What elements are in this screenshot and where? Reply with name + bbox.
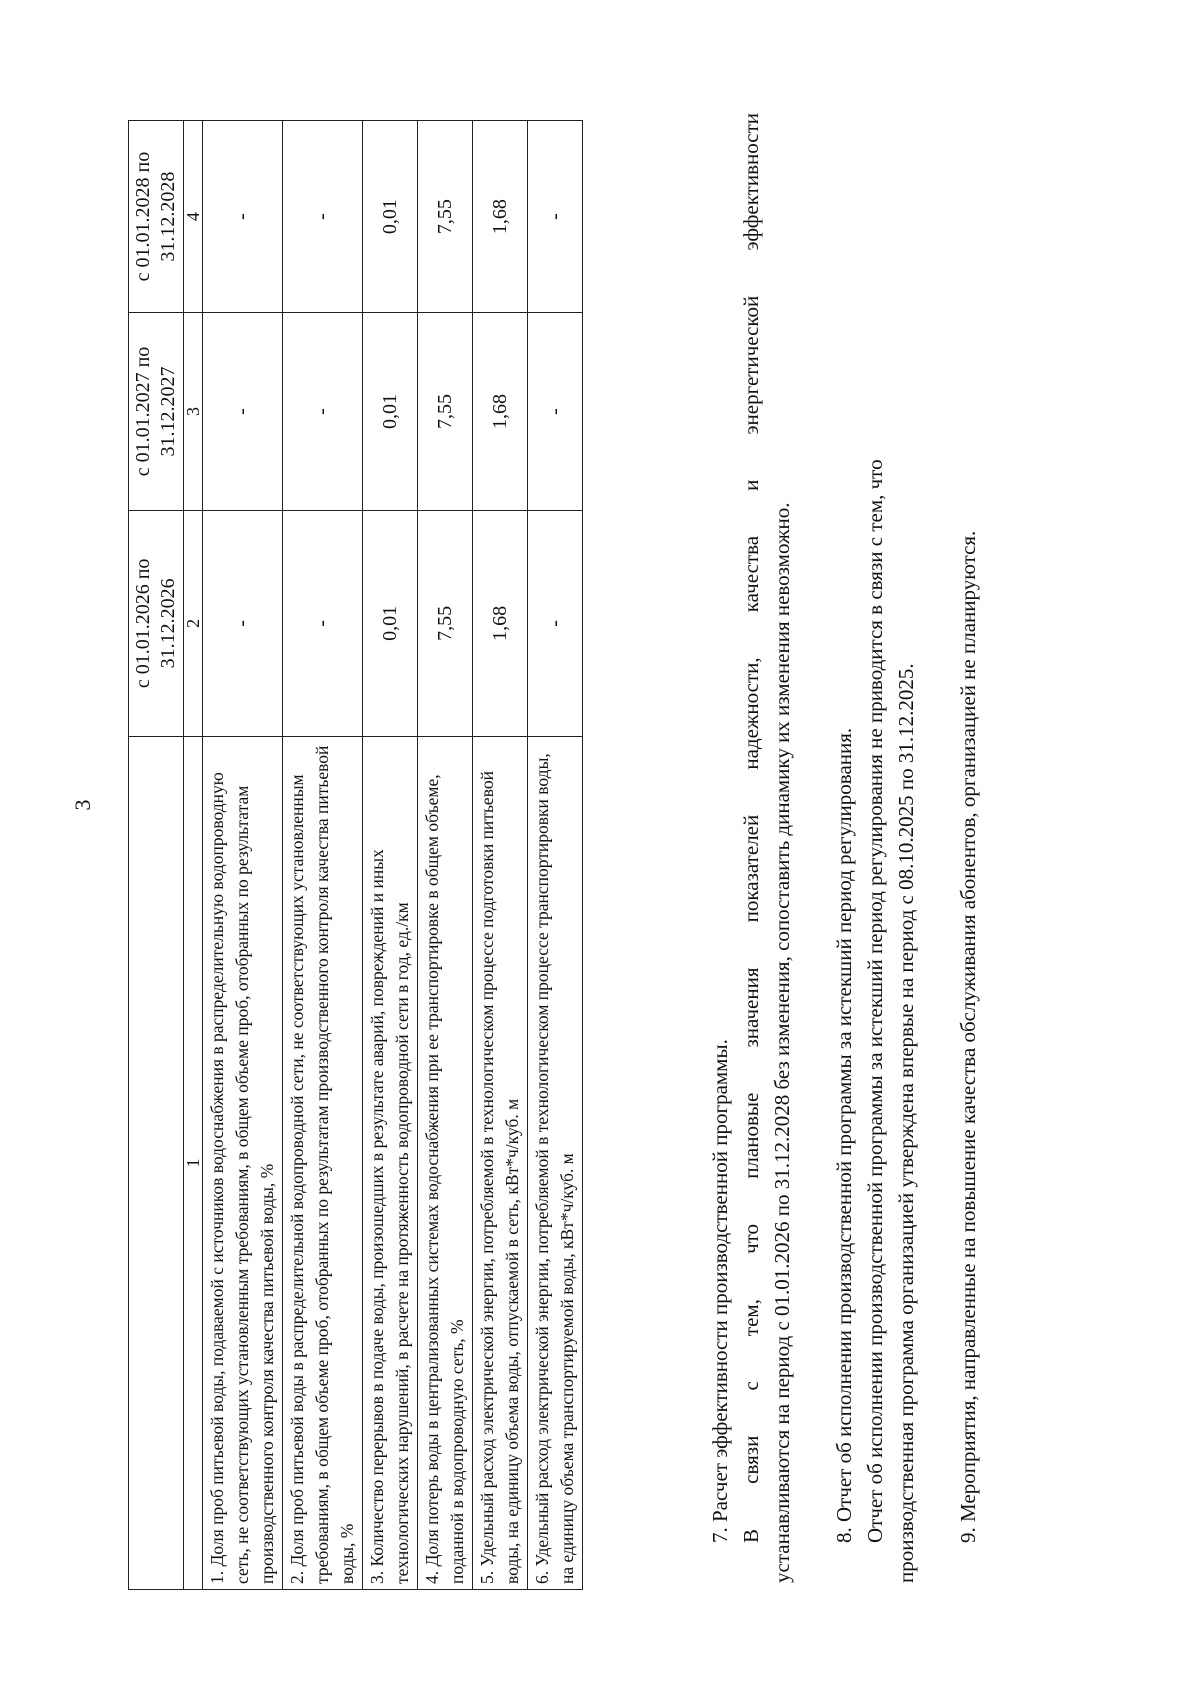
header-2026: с 01.01.2026 по 31.12.2026 bbox=[129, 510, 184, 736]
column-number: 1 bbox=[184, 736, 203, 1589]
value-2028: 1,68 bbox=[473, 121, 528, 313]
value-2026: - bbox=[283, 510, 363, 736]
table-header-row bbox=[129, 121, 184, 1590]
column-number: 3 bbox=[184, 313, 203, 511]
header-2028: с 01.01.2028 по 31.12.2028 bbox=[129, 121, 184, 313]
section8-heading: 8. Отчет об исполнении производственной программы за истекший период регулирования. bbox=[832, 727, 856, 1543]
value-2028: - bbox=[283, 121, 363, 313]
value-2027: 1,68 bbox=[473, 313, 528, 511]
table-row bbox=[203, 121, 283, 1590]
value-2028: - bbox=[203, 121, 283, 313]
value-2028: - bbox=[528, 121, 583, 313]
value-2027: 7,55 bbox=[418, 313, 473, 511]
value-2026: 0,01 bbox=[363, 510, 418, 736]
value-2026: - bbox=[203, 510, 283, 736]
section7-line1: В связи с тем, что плановые значения показателей надежности, качества и энергетической эффективности bbox=[739, 113, 763, 1543]
indicator-cell: 1. Доля проб питьевой воды, подаваемой с источников водоснабжения в распределительную водопроводную сеть, не соответствующих установленным требованиям, в общем объеме проб, отобранных по результатам производственного контроля качества питьевой воды, % bbox=[203, 736, 283, 1589]
value-2027: 0,01 bbox=[363, 313, 418, 511]
notes-section bbox=[705, 113, 984, 1583]
value-2026: 1,68 bbox=[473, 510, 528, 736]
header-indicator bbox=[129, 736, 184, 1589]
value-2026: - bbox=[528, 510, 583, 736]
value-2027: - bbox=[528, 313, 583, 511]
section8-line1: Отчет об исполнении производственной программы за истекший период регулирования не приводится в связи с тем, что bbox=[863, 459, 887, 1543]
indicator-cell: 4. Доля потерь воды в централизованных системах водоснабжения при ее транспортировке в общем объеме, поданной в водопроводную сеть, % bbox=[418, 736, 473, 1589]
column-number: 4 bbox=[184, 121, 203, 313]
section7-line2: устанавливаются на период с 01.01.2026 по 31.12.2028 без изменения, сопоставить динамику их изменения невозможно. bbox=[770, 502, 794, 1583]
table-row bbox=[528, 121, 583, 1590]
indicator-cell: 3. Количество перерывов в подаче воды, произошедших в результате аварий, повреждений и иных технологических нарушений, в расчете на протяженность водопроводной сети в год, ед./км bbox=[363, 736, 418, 1589]
section7-heading: 7. Расчет эффективности производственной программы. bbox=[708, 1039, 732, 1543]
value-2027: - bbox=[203, 313, 283, 511]
value-2028: 7,55 bbox=[418, 121, 473, 313]
table-row bbox=[363, 121, 418, 1590]
header-2027: с 01.01.2027 по 31.12.2027 bbox=[129, 313, 184, 511]
indicator-cell: 2. Доля проб питьевой воды в распределительной водопроводной сети, не соответствующих установленным требованиям, в общем объеме проб, отобранных по результатам производственного контроля качества питьевой воды, % bbox=[283, 736, 363, 1589]
value-2026: 7,55 bbox=[418, 510, 473, 736]
table-row bbox=[283, 121, 363, 1590]
column-number: 2 bbox=[184, 510, 203, 736]
section8-line2: производственная программа организацией утверждена впервые на период с 08.10.2025 по 31.12.2025. bbox=[894, 663, 918, 1583]
table-row bbox=[418, 121, 473, 1590]
value-2027: - bbox=[283, 313, 363, 511]
column-number-row bbox=[184, 121, 203, 1590]
indicators-table bbox=[128, 120, 583, 1590]
indicator-cell: 5. Удельный расход электрической энергии, потребляемой в технологическом процессе подготовки питьевой воды, на единицу объема воды, отпускаемой в сеть, кВт*ч/куб. м bbox=[473, 736, 528, 1589]
section9-heading: 9. Мероприятия, направленные на повышение качества обслуживания абонентов, организацией не планируются. bbox=[956, 530, 980, 1543]
value-2028: 0,01 bbox=[363, 121, 418, 313]
page-number: 3 bbox=[70, 799, 95, 811]
indicator-cell: 6. Удельный расход электрической энергии, потребляемой в технологическом процессе транспортировки воды, на единицу объема транспортируемой воды, кВт*ч/куб. м bbox=[528, 736, 583, 1589]
table-row bbox=[473, 121, 528, 1590]
